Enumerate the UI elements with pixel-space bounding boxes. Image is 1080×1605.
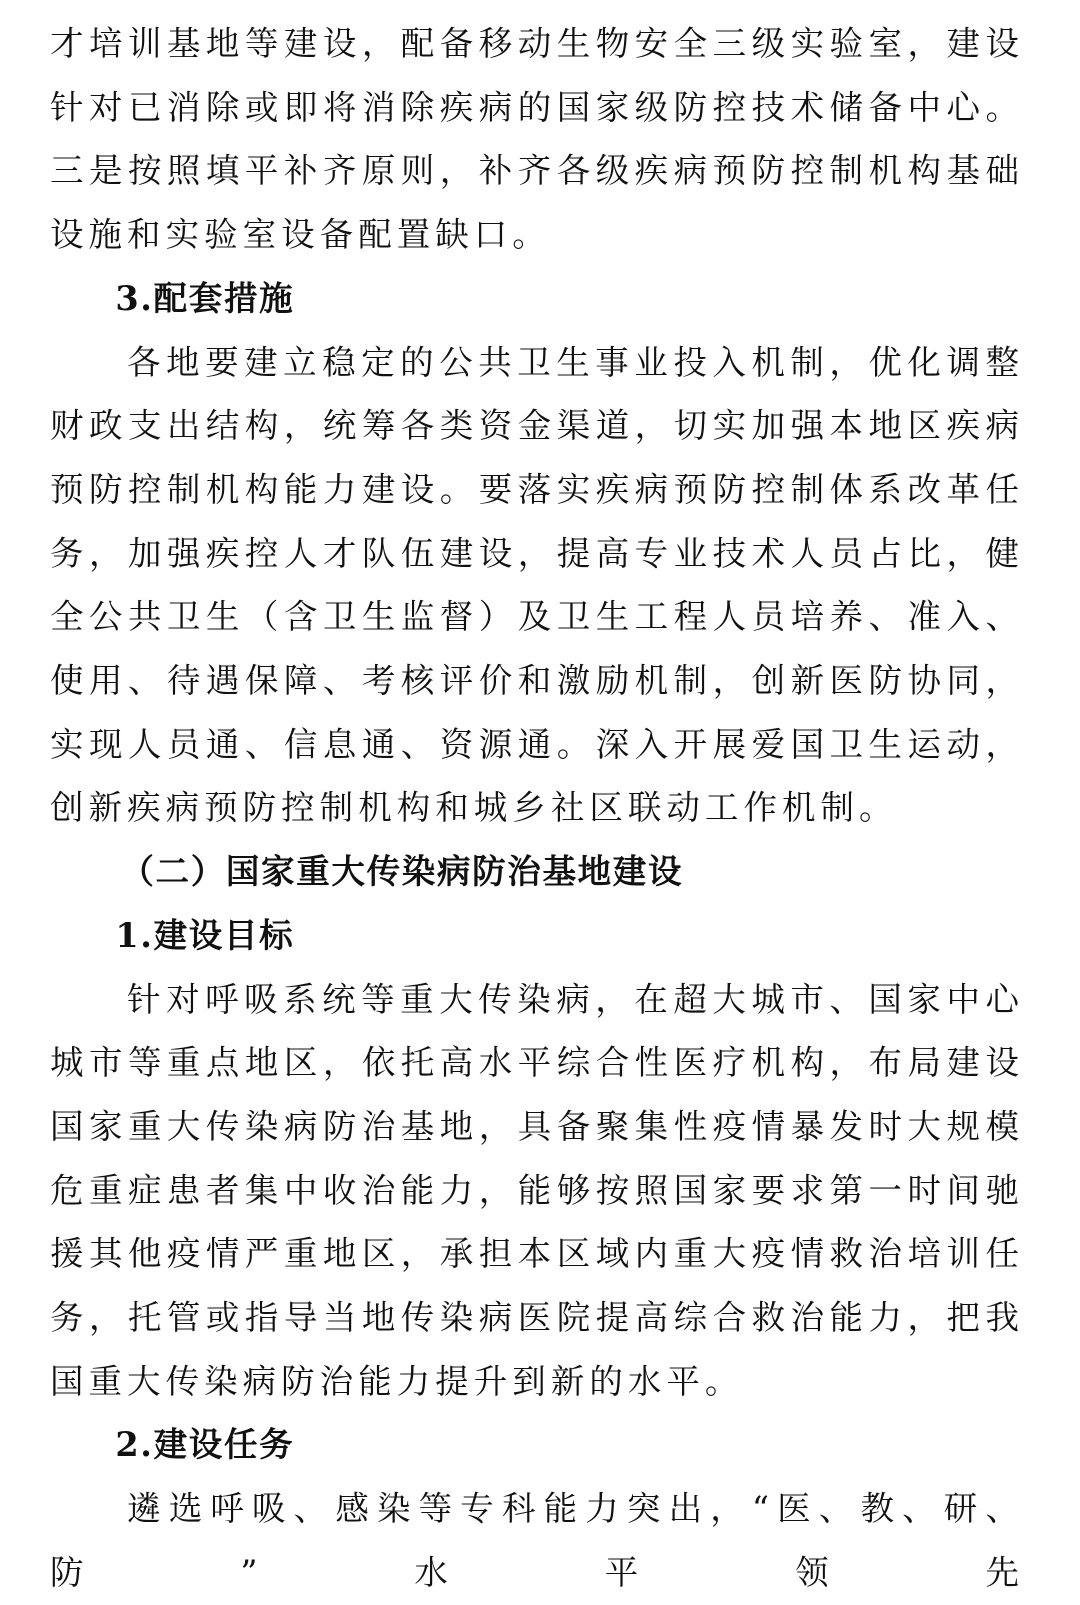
paragraph-body: 针对呼吸系统等重大传染病，在超大城市、国家中心城市等重点地区，依托高水平综合性医疗机构，布局建设国家重大传染病防治基地，具备聚集性疫情暴发时大规模危重症患者集中收治能力，能够按照国家要求第一时间驰援其他疫情严重地区，承担本区域内重大疫情救治培训任务，托管或指导当地传染病医院提高综合救治能力，把我国重大传染病防治能力提升到新的水平。 — [50, 979, 1024, 1401]
section-heading: 1.建设目标 — [115, 915, 295, 955]
section-heading: 3.配套措施 — [115, 278, 295, 318]
paragraph-body-cutoff: 遴选呼吸、感染等专科能力突出，“医、教、研、防”水平领先 — [50, 1489, 1024, 1592]
section-heading: （二）国家重大传染病防治基地建设 — [120, 852, 684, 892]
paragraph-body: 各地要建立稳定的公共卫生事业投入机制，优化调整财政支出结构，统筹各类资金渠道，切实加强本地区疾病预防控制机构能力建设。要落实疾病预防控制体系改革任务，加强疾控人才队伍建设，提高专业技术人员占比，健全公共卫生（含卫生监督）及卫生工程人员培养、准入、使用、待遇保障、考核评价和激励机制，创新医防协同，实现人员通、信息通、资源通。深入开展爱国卫生运动，创新疾病预防控制机构和城乡社区联动工作机制。 — [50, 342, 1024, 828]
section-heading: 2.建设任务 — [115, 1425, 295, 1465]
paragraph-continuation: 才培训基地等建设，配备移动生物安全三级实验室，建设针对已消除或即将消除疾病的国家级防控技术储备中心。三是按照填平补齐原则，补齐各级疾病预防控制机构基础设施和实验室设备配置缺口。 — [50, 24, 1024, 255]
